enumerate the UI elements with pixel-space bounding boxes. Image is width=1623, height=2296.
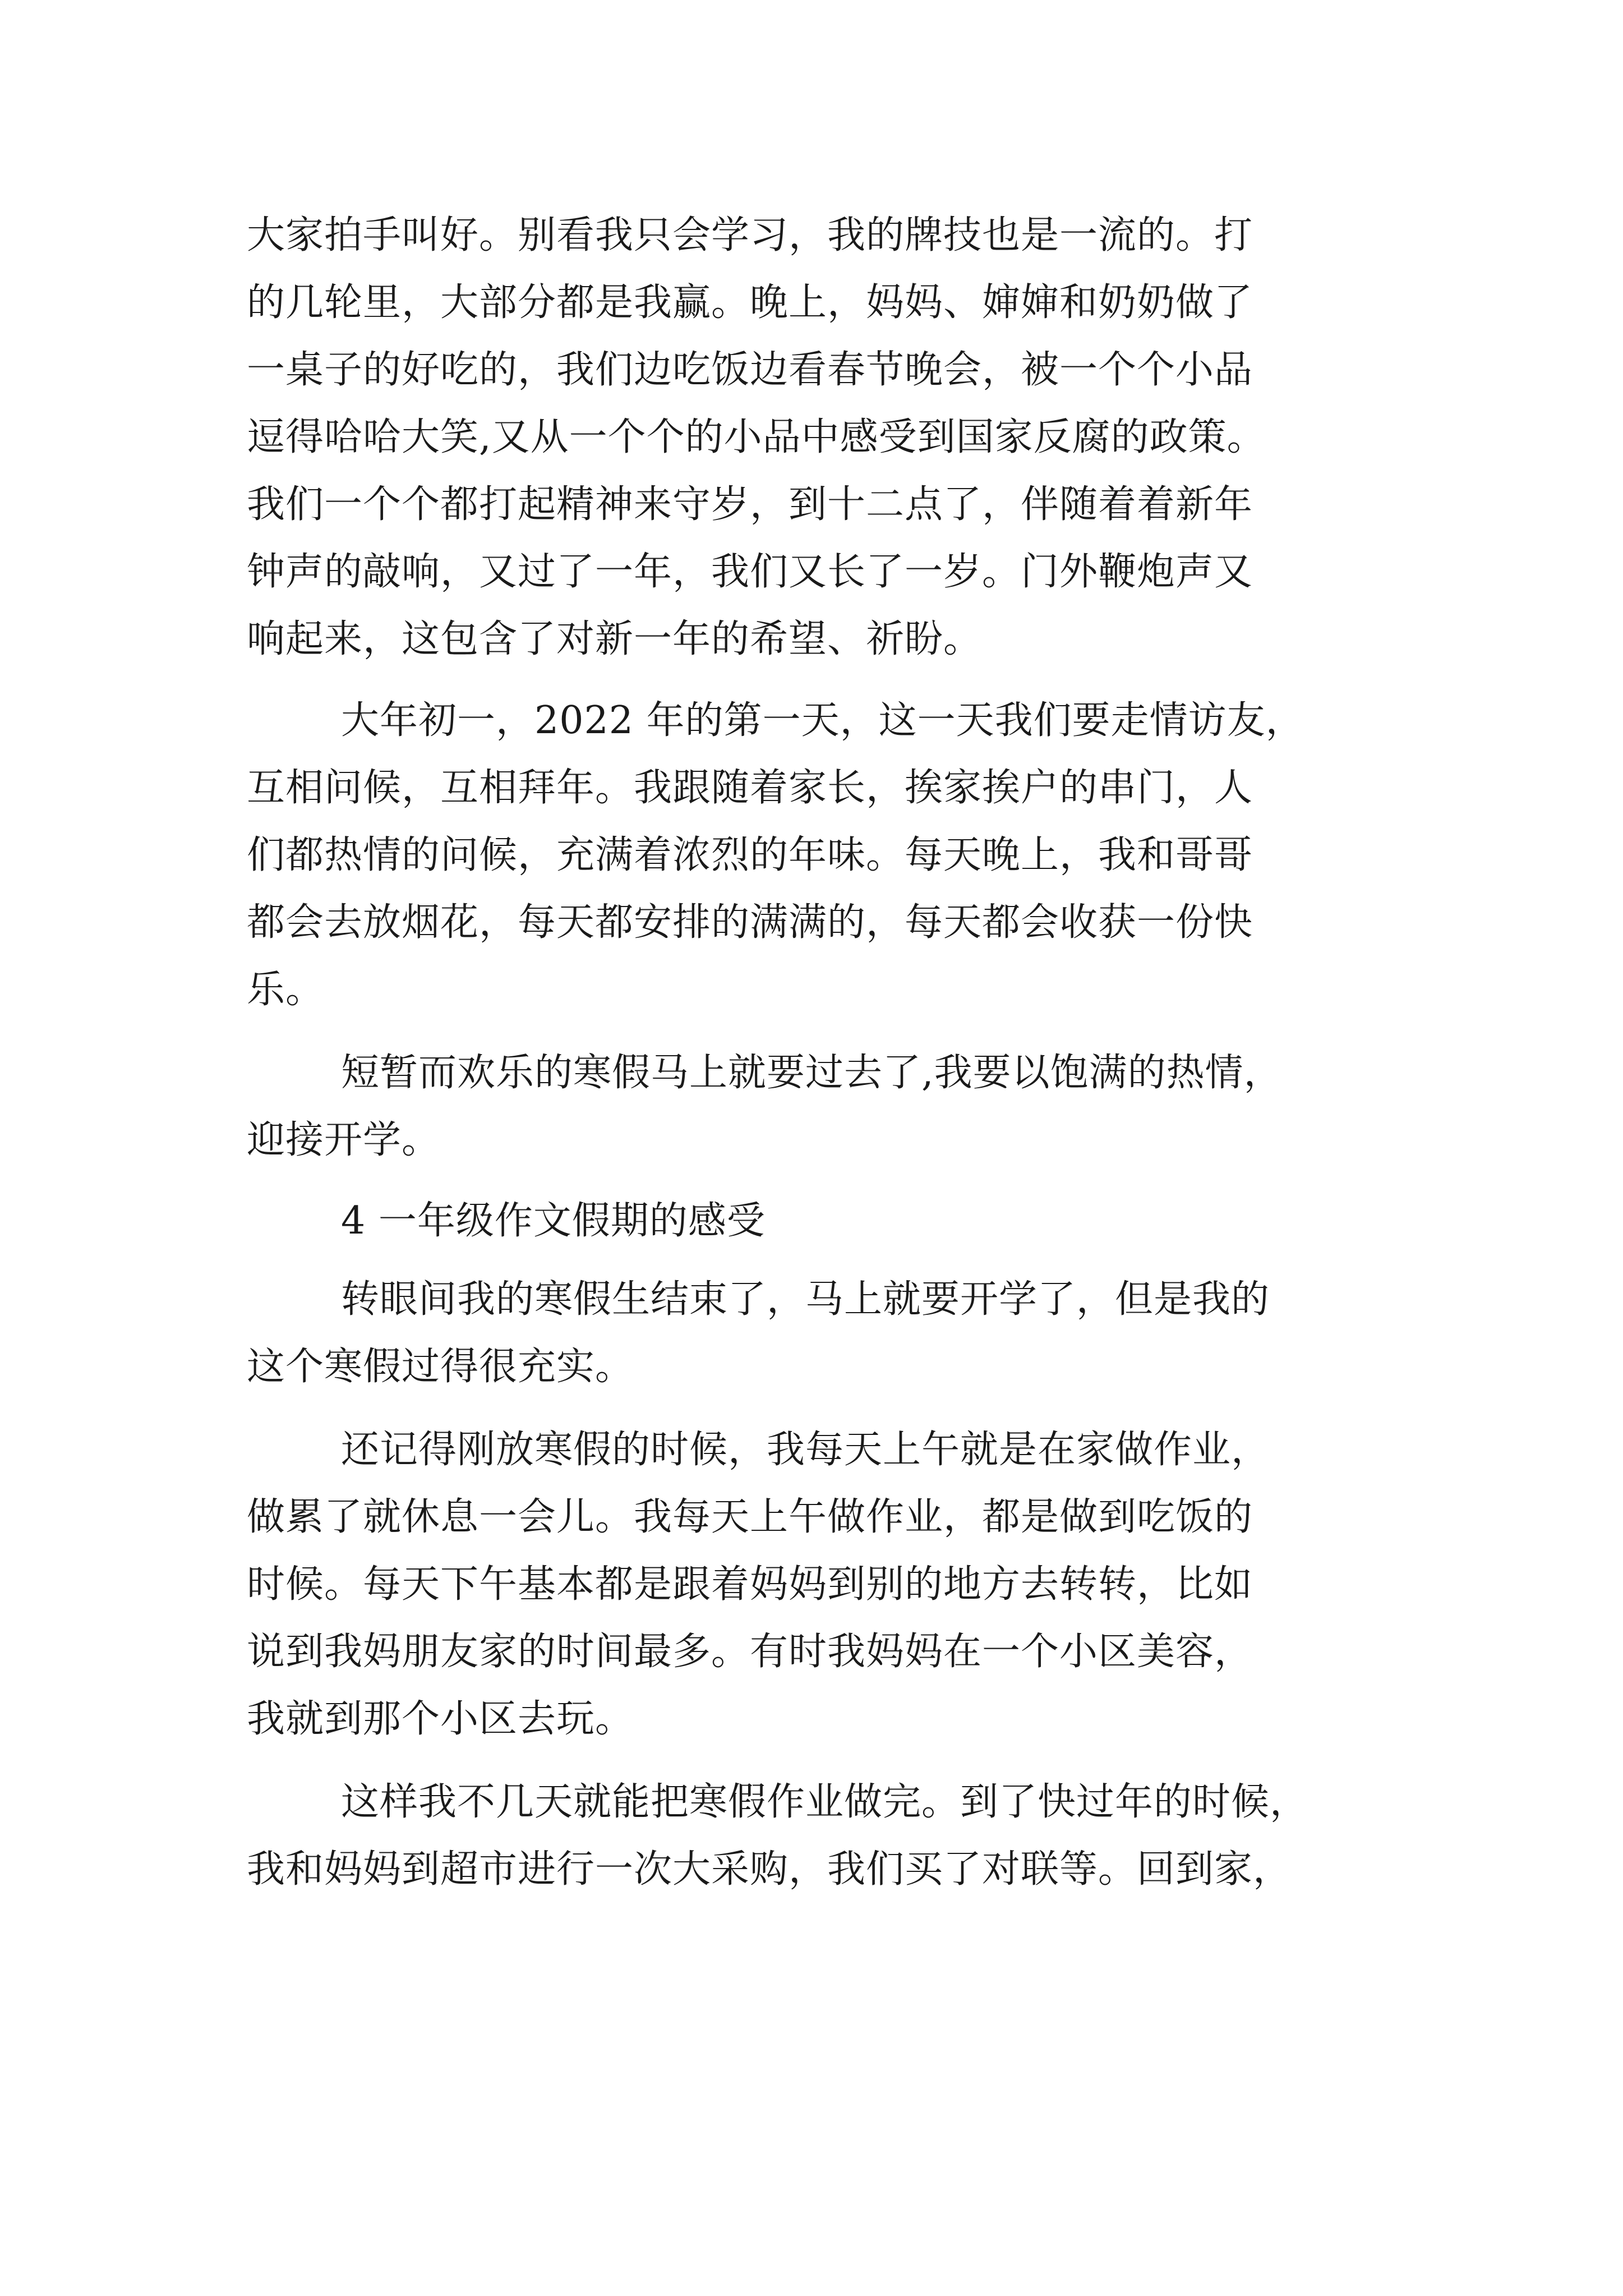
text-line: 做累了就休息一会儿。我每天上午做作业，都是做到吃饭的 [247,1495,1253,1539]
text-line: 们都热情的问候，充满着浓烈的年味。每天晚上，我和哥哥 [247,833,1253,877]
paragraph-first-line: 大年初一，2022 年的第一天，这一天我们要走情访友， [341,698,1304,743]
text-line: 说到我妈朋友家的时间最多。有时我妈妈在一个小区美容， [247,1630,1253,1674]
text-line: 这个寒假过得很充实。 [247,1345,634,1389]
paragraph-first-line: 还记得刚放寒假的时候，我每天上午就是在家做作业， [341,1428,1270,1472]
text-line: 我们一个个都打起精神来守岁，到十二点了，伴随着着新年 [247,482,1253,527]
text-line: 乐。 [247,968,325,1012]
text-line: 我和妈妈到超市进行一次大采购，我们买了对联等。回到家， [247,1847,1292,1892]
text-line: 逗得哈哈大笑,又从一个个的小品中感受到国家反腐的政策。 [247,415,1266,459]
text-line: 的几轮里，大部分都是我赢。晚上，妈妈、婶婶和奶奶做了 [247,280,1253,325]
text-line: 大家拍手叫好。别看我只会学习，我的牌技也是一流的。打 [247,213,1253,257]
paragraph-first-line: 短暂而欢乐的寒假马上就要过去了,我要以饱满的热情， [341,1051,1283,1095]
section-heading: 4 一年级作文假期的感受 [341,1199,766,1243]
text-line: 互相问候，互相拜年。我跟随着家长，挨家挨户的串门，人 [247,766,1253,810]
text-line: 钟声的敲响，又过了一年，我们又长了一岁。门外鞭炮声又 [247,550,1253,594]
paragraph-first-line: 这样我不几天就能把寒假作业做完。到了快过年的时候， [341,1780,1309,1824]
text-line: 迎接开学。 [247,1118,441,1162]
text-line: 一桌子的好吃的，我们边吃饭边看春节晚会，被一个个小品 [247,348,1253,392]
paragraph-first-line: 转眼间我的寒假生结束了，马上就要开学了，但是我的 [341,1277,1270,1322]
text-line: 时候。每天下午基本都是跟着妈妈到别的地方去转转，比如 [247,1562,1253,1607]
text-line: 都会去放烟花，每天都安排的满满的，每天都会收获一份快 [247,900,1253,945]
text-line: 响起来，这包含了对新一年的希望、祈盼。 [247,617,983,661]
text-line: 我就到那个小区去玩。 [247,1697,634,1741]
